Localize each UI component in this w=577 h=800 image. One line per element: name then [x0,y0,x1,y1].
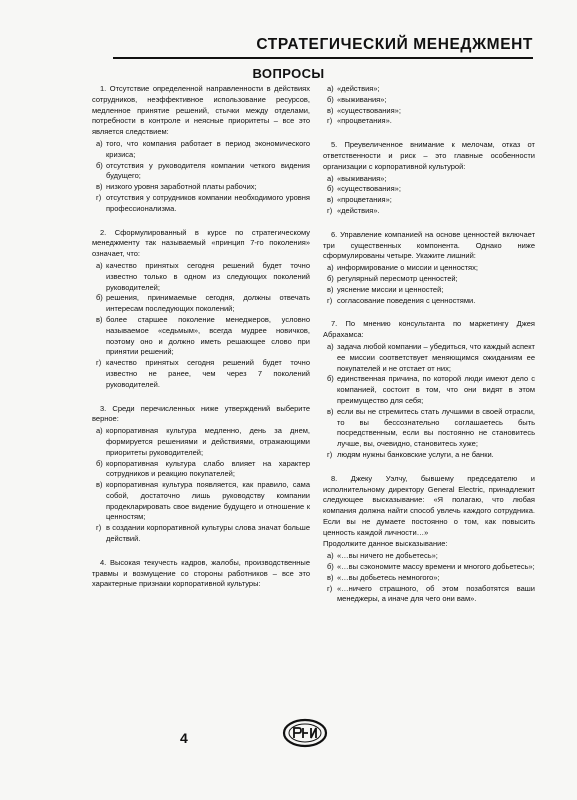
option-text: людям нужны банковские услуги, а не банки. [337,449,494,459]
question-block [92,228,310,391]
answer-option [92,161,310,183]
option-letter: а) [96,138,103,148]
answer-option [92,358,310,390]
publisher-logo-icon [282,718,328,748]
answer-option [323,562,535,573]
answer-option [92,459,310,481]
option-letter: г) [96,192,102,202]
option-letter: а) [327,263,334,273]
option-letter: в) [327,105,334,115]
option-text: корпоративная культура слабо влияет на характер сотрудников и реакцию покупателей; [106,458,310,479]
answer-option [323,274,535,285]
option-text: того, что компания работает в период экономического кризиса; [106,138,310,159]
option-text: «выживания»; [337,173,387,183]
answer-option [323,551,535,562]
option-text: «выживания»; [337,94,387,104]
option-letter: г) [96,358,102,368]
option-letter: б) [327,94,334,104]
option-text: единственная причина, по которой люди имеют дело с компанией, состоит в том, что они видят в этом преимущество для себя; [337,374,535,405]
option-letter: а) [96,426,103,436]
option-letter: г) [327,449,333,459]
option-text: «действия». [337,205,380,215]
question-prompt: Продолжите данное высказывание: [323,539,448,549]
option-text: отсутствия у руководителя компании четкого видения будущего; [106,160,310,181]
answer-option [323,84,535,95]
option-text: корпоративная культура медленно, день за днем, формируется решениями и действиями, отражающими приоритеты руководителей; [106,426,310,457]
answer-option [92,426,310,458]
answer-option [92,193,310,215]
answer-option [323,206,535,217]
answer-option [323,184,535,195]
option-text: если вы не стремитесь стать лучшими в своей отрасли, то вы бессознательно соглашаетесь быть посредственным, если вы постоянно не становитесь лучше, вы, очевидно, становитесь хуже; [337,406,535,449]
option-letter: б) [96,458,103,468]
answer-options [323,84,535,127]
answer-option [92,315,310,358]
answer-option [323,342,535,374]
question-text: 5. Преувеличенное внимание к мелочам, отказ от ответственности и риск – это главные особенности организации с корпоративной культурой: [323,140,535,171]
answer-options [323,174,535,217]
answer-option [323,174,535,185]
option-text: «действия»; [337,84,380,93]
question-block [323,474,535,606]
option-letter: в) [96,480,103,490]
option-letter: б) [327,562,334,572]
answer-option [323,285,535,296]
option-text: «…вы добьетесь немногого»; [337,572,440,582]
option-text: «процветания»; [337,195,392,205]
option-text: согласование поведения с ценностями. [337,295,476,305]
option-letter: г) [327,116,333,126]
option-letter: в) [327,195,334,205]
answer-option [92,139,310,161]
answer-options [92,139,310,215]
answer-option [323,584,535,606]
answer-option [92,480,310,523]
answer-option [323,296,535,307]
option-letter: а) [327,341,334,351]
answer-option [323,263,535,274]
answer-option [92,293,310,315]
question-text: 3. Среди перечисленных ниже утверждений выберите верное: [92,403,310,424]
option-text: регулярный пересмотр ценностей; [337,273,458,283]
option-letter: а) [96,260,103,270]
option-text: решения, принимаемые сегодня, должны отвечать интересам последующих поколений; [106,293,310,314]
option-letter: а) [327,551,334,561]
page-number: 4 [180,730,188,746]
option-text: качество принятых сегодня решений будет точно известно только в одном из следующих поколений руководителей; [106,260,310,292]
question-text: 4. Высокая текучесть кадров, жалобы, производственные травмы и возмущение со стороны работников – все это характерные признаки корпоративной культуры: [92,557,310,589]
answer-option [92,182,310,193]
answer-option [323,374,535,406]
option-letter: в) [327,406,334,416]
answer-options [92,426,310,545]
option-letter: в) [96,314,103,324]
option-letter: а) [327,173,334,183]
option-text: низкого уровня заработной платы рабочих; [106,182,257,192]
answer-options [323,342,535,461]
option-letter: а) [327,84,334,93]
option-text: «…вы сэкономите массу времени и многого добьетесь»; [337,562,535,572]
answer-option [323,95,535,106]
option-text: в создании корпоративной культуры слова значат больше действий. [106,523,310,544]
option-text: отсутствия у сотрудников компании необходимого уровня профессионализма. [106,192,310,213]
left-column [92,84,310,603]
option-letter: в) [327,572,334,582]
question-block [92,404,310,545]
right-column [323,84,535,618]
option-text: «существования»; [337,105,401,115]
question-block [92,84,310,215]
option-letter: б) [96,160,103,170]
option-text: «…вы ничего не добьетесь»; [337,551,438,561]
answer-option [323,450,535,461]
option-letter: б) [327,374,334,384]
option-letter: г) [327,205,333,215]
option-letter: г) [96,523,102,533]
option-letter: в) [327,284,334,294]
question-block [323,84,535,127]
option-letter: б) [327,273,334,283]
answer-options [323,551,535,605]
option-text: более старшее поколение менеджеров, условно называемое «седьмым», всегда мудрее новичков, поэтому оно и должно иметь решающее слово при принятии решений; [106,314,310,357]
question-text: 6. Управление компанией на основе ценностей включает три существенных компонента. Однако ниже сформулированы четыре. Укажите лишний: [323,229,535,261]
option-letter: г) [327,583,333,593]
option-text: корпоративная культура появляется, как правило, сама собой, достаточно лишь руководству компании продекларировать свое видение будущего и отношение к ценностям; [106,480,310,522]
answer-option [323,407,535,450]
answer-options [323,263,535,306]
answer-option [323,195,535,206]
question-block [323,230,535,307]
running-header: СТРАТЕГИЧЕСКИЙ МЕНЕДЖМЕНТ [113,36,533,59]
answer-option [92,523,310,545]
option-letter: г) [327,295,333,305]
option-text: «процветания». [337,116,392,126]
option-text: уяснение миссии и ценностей; [337,284,444,294]
question-text: 8. Джеку Уэлчу, бывшему председателю и исполнительному директору General Electric, принадлежит следующее высказывание: «Я полагаю, что любая компания должна найти способ увлечь каждого сотрудника. Если вы не думаете постоянно о том, как повысить ценность каждой личности…» [323,473,535,537]
question-block [92,558,310,590]
answer-option [323,116,535,127]
question-text: 1. Отсутствие определенной направленности в действиях сотрудников, неэффективное использование ресурсов, медленное принятие решений, стычки между отделами, потребности в контроле и неясные приоритеты – все это является следствием: [92,84,310,137]
question-text: 2. Сформулированный в курсе по стратегическому менеджменту так называемый «принцип 7-го поколения» означает, что: [92,227,310,259]
option-text: качество принятых сегодня решений будет точно известно не ранее, чем через 7 поколений руководителей. [106,358,310,389]
option-text: информирование о миссии и ценностях; [337,263,478,273]
option-letter: б) [96,293,103,303]
question-block [323,140,535,217]
option-text: «существования»; [337,184,401,194]
answer-options [92,261,310,391]
option-text: «…ничего страшного, об этом позаботятся ваши менеджеры, а иначе для чего они вам». [337,583,535,604]
section-title: ВОПРОСЫ [252,66,325,81]
answer-option [323,106,535,117]
option-letter: в) [96,182,103,192]
answer-option [323,573,535,584]
option-text: задача любой компании – убедиться, что каждый аспект ее миссии соответствует меняющимся ожиданиям ее покупателей и не отстает от них; [337,341,535,373]
question-block [323,319,535,460]
option-letter: б) [327,184,334,194]
answer-option [92,261,310,293]
question-text: 7. По мнению консультанта по маркетингу Джея Абрахамса: [323,319,535,340]
